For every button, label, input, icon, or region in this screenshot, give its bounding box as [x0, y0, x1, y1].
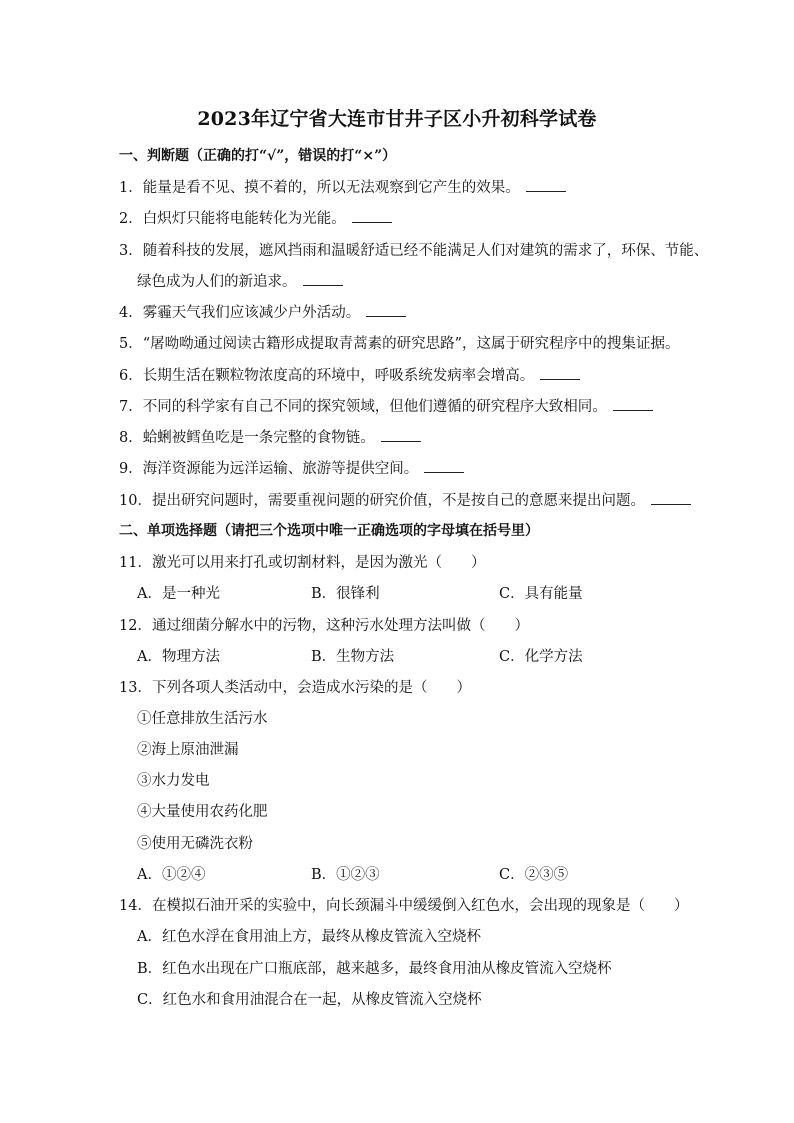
question-10-text: 10．提出研究问题时，需要重视问题的研究价值，不是按自己的意愿来提出问题。 [119, 493, 645, 509]
answer-blank-10[interactable] [651, 503, 691, 505]
question-12-stem: 12．通过细菌分解水中的污物，这种污水处理方法叫做（ ） [119, 618, 529, 634]
page-title: 2023年辽宁省大连市甘井子区小升初科学试卷 [197, 108, 597, 130]
question-13-item-4: ④大量使用农药化肥 [137, 804, 268, 820]
question-3-line-2 [137, 270, 343, 291]
question-7 [119, 395, 653, 416]
question-11-stem: 11．激光可以用来打孔或切割材料，是因为激光（ ） [119, 555, 486, 571]
question-13-stem: 13．下列各项人类活动中，会造成水污染的是（ ） [119, 680, 471, 696]
question-2-text: 2．白炽灯只能将电能转化为光能。 [119, 211, 346, 227]
question-8 [119, 426, 421, 447]
answer-blank-6[interactable] [540, 378, 580, 380]
answer-blank-1[interactable] [526, 190, 566, 192]
question-12-option-b[interactable]: B．生物方法 [311, 649, 395, 665]
question-11-option-b[interactable]: B．很锋利 [311, 586, 380, 602]
question-8-text: 8．蛤蜊被鳕鱼吃是一条完整的食物链。 [119, 430, 375, 446]
question-13-option-a[interactable]: A．①②④ [137, 867, 206, 883]
question-13-item-3: ③水力发电 [137, 773, 210, 789]
section-heading-true-false: 一、判断题（正确的打“√”，错误的打“×”） [119, 148, 397, 164]
question-4-text: 4．雾霾天气我们应该减少户外活动。 [119, 305, 361, 321]
answer-blank-3[interactable] [303, 284, 343, 286]
question-11-option-c[interactable]: C．具有能量 [499, 586, 583, 602]
question-9 [119, 457, 464, 478]
question-14-stem: 14．在模拟石油开采的实验中，向长颈漏斗中缓缓倒入红色水，会出现的现象是（ ） [119, 898, 689, 914]
question-11-option-a[interactable]: A．是一种光 [137, 586, 220, 602]
question-1 [119, 176, 566, 197]
question-3-text: 绿色成为人们的新追求。 [137, 274, 297, 290]
question-7-text: 7．不同的科学家有自己不同的探究领域，但他们遵循的研究程序大致相同。 [119, 399, 607, 415]
question-2 [119, 207, 392, 228]
question-4 [119, 301, 406, 322]
question-10 [119, 489, 691, 510]
question-13-option-c[interactable]: C．②③⑤ [499, 867, 569, 883]
question-3-line-1: 3．随着科技的发展，遮风挡雨和温暖舒适已经不能满足人们对建筑的需求了，环保、节能、 [119, 243, 709, 259]
answer-blank-8[interactable] [381, 440, 421, 442]
question-14-option-c[interactable]: C．红色水和食用油混合在一起，从橡皮管流入空烧杯 [137, 992, 482, 1008]
question-13-item-1: ①任意排放生活污水 [137, 711, 268, 727]
question-13-item-5: ⑤使用无磷洗衣粉 [137, 836, 253, 852]
question-14-option-b[interactable]: B．红色水出现在广口瓶底部，越来越多，最终食用油从橡皮管流入空烧杯 [137, 961, 612, 977]
question-1-text: 1．能量是看不见、摸不着的，所以无法观察到它产生的效果。 [119, 180, 520, 196]
question-5-text: 5．“屠呦呦通过阅读古籍形成提取青蒿素的研究思路”，这属于研究程序中的搜集证据。 [119, 336, 680, 352]
answer-blank-4[interactable] [366, 315, 406, 317]
question-6 [119, 364, 580, 385]
question-14-option-a[interactable]: A．红色水浮在食用油上方，最终从橡皮管流入空烧杯 [137, 929, 481, 945]
question-13-option-b[interactable]: B．①②③ [311, 867, 380, 883]
question-12-option-c[interactable]: C．化学方法 [499, 649, 583, 665]
question-13-item-2: ②海上原油泄漏 [137, 742, 239, 758]
answer-blank-9[interactable] [424, 471, 464, 473]
question-12-option-a[interactable]: A．物理方法 [137, 649, 220, 665]
question-5 [119, 332, 680, 353]
question-9-text: 9．海洋资源能为远洋运输、旅游等提供空间。 [119, 461, 419, 477]
answer-blank-7[interactable] [613, 409, 653, 411]
answer-blank-2[interactable] [352, 221, 392, 223]
question-6-text: 6．长期生活在颗粒物浓度高的环境中，呼吸系统发病率会增高。 [119, 368, 535, 384]
section-heading-multiple-choice: 二、单项选择题（请把三个选项中唯一正确选项的字母填在括号里） [119, 523, 539, 539]
